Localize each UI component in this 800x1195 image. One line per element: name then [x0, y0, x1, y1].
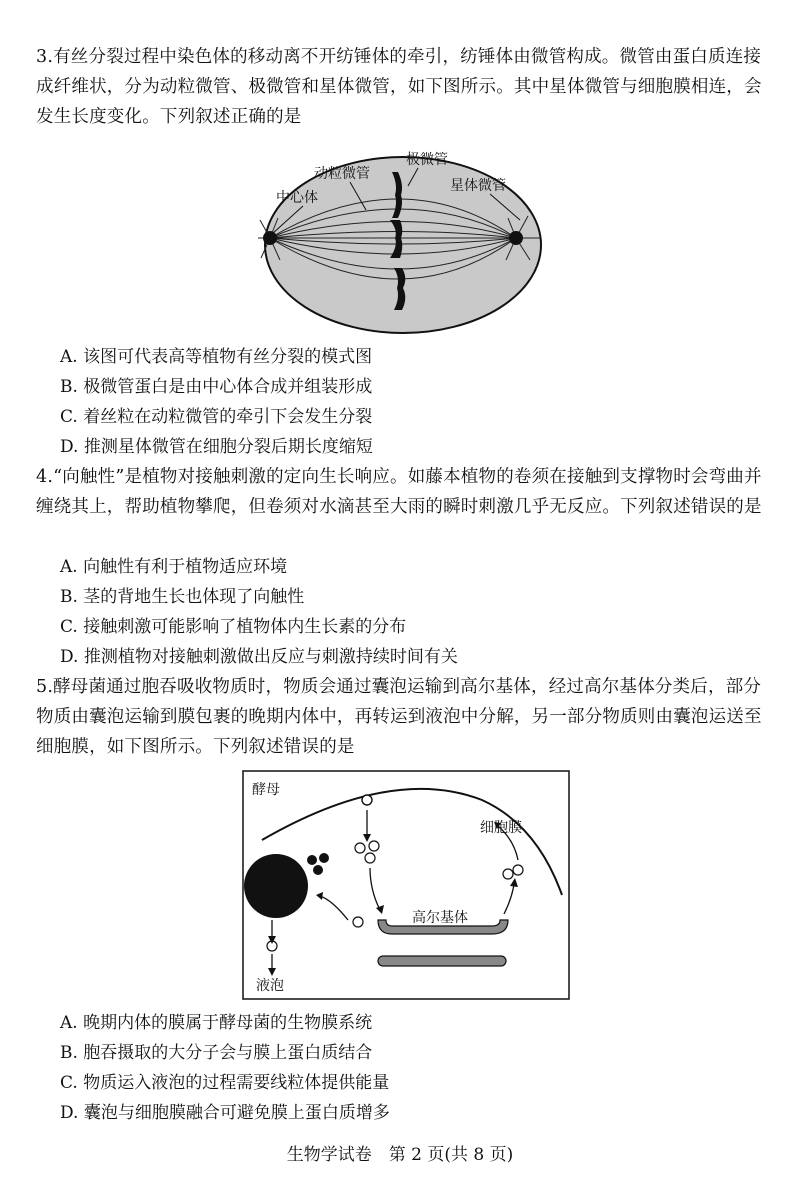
q5-option-d: D. 囊泡与细胞膜融合可避免膜上蛋白质增多	[60, 1103, 390, 1123]
q4-option-a: A. 向触性有利于植物适应环境	[60, 557, 288, 577]
question-number: 3.	[36, 47, 54, 67]
label-yeast: 酵母	[252, 782, 280, 798]
q5-option-b: B. 胞吞摄取的大分子会与膜上蛋白质结合	[60, 1043, 373, 1063]
label-astral-mt: 星体微管	[450, 178, 506, 194]
q3-option-b: B. 极微管蛋白是由中心体合成并组装形成	[60, 377, 373, 397]
centrosome-right	[509, 231, 523, 245]
label-kinetochore-mt: 动粒微管	[314, 166, 370, 182]
page-footer: 生物学试卷 第 2 页(共 8 页)	[286, 1145, 514, 1165]
question-4	[36, 462, 776, 522]
q5-option-c: C. 物质运入液泡的过程需要线粒体提供能量	[60, 1073, 390, 1093]
label-polar-mt: 极微管	[406, 152, 448, 168]
question-number: 4.	[36, 467, 54, 487]
question-5	[36, 672, 776, 762]
question-number: 5.	[36, 677, 54, 697]
centrosome-left	[263, 231, 277, 245]
q4-option-c: C. 接触刺激可能影响了植物体内生长素的分布	[60, 617, 407, 637]
spindle-figure	[258, 150, 548, 344]
q4-option-d: D. 推测植物对接触刺激做出反应与刺激持续时间有关	[60, 647, 458, 667]
label-membrane: 细胞膜	[480, 820, 522, 836]
question-stem: 有丝分裂过程中染色体的移动离不开纺锤体的牵引，纺锤体由微管构成。微管由蛋白质连接成纤维状，分为动粒微管、极微管和星体微管，如下图所示。其中星体微管与细胞膜相连，会发生长度变化。下列叙述正确的是	[36, 47, 762, 127]
label-vacuole: 液泡	[256, 978, 284, 994]
question-3	[36, 42, 776, 132]
question-stem: “向触性”是植物对接触刺激的定向生长响应。如藤本植物的卷须在接触到支撑物时会弯曲并缠绕其上，帮助植物攀爬，但卷须对水滴甚至大雨的瞬时刺激几乎无反应。下列叙述错误的是	[36, 467, 762, 517]
q3-option-d: D. 推测星体微管在细胞分裂后期长度缩短	[60, 437, 373, 457]
question-stem: 酵母菌通过胞吞吸收物质时，物质会通过囊泡运输到高尔基体，经过高尔基体分类后，部分物质由囊泡运输到膜包裹的晚期内体中，再转运到液泡中分解，另一部分物质则由囊泡运送至细胞膜，如下图所示。下列叙述错误的是	[36, 677, 762, 757]
q3-option-c: C. 着丝粒在动粒微管的牵引下会发生分裂	[60, 407, 373, 427]
q3-option-a: A. 该图可代表高等植物有丝分裂的模式图	[60, 347, 373, 367]
yeast-transport-figure	[242, 770, 570, 1004]
q4-option-b: B. 茎的背地生长也体现了向触性	[60, 587, 305, 607]
label-centrosome: 中心体	[276, 190, 318, 206]
label-golgi: 高尔基体	[412, 910, 468, 926]
q5-option-a: A. 晚期内体的膜属于酵母菌的生物膜系统	[60, 1013, 373, 1033]
